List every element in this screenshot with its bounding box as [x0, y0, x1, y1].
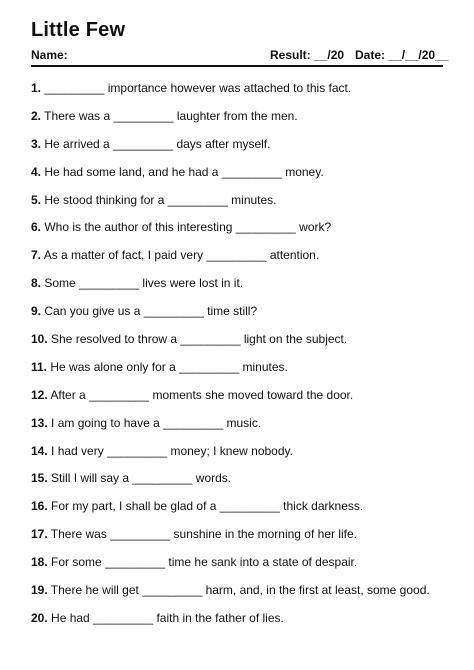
date-field: [355, 48, 448, 62]
question-number: 2.: [31, 108, 42, 123]
question-text: There he will get _________ harm, and, in the first at least, some good.: [47, 583, 430, 598]
header-divider: [31, 65, 443, 67]
question-text: _________ importance however was attached to this fact.: [41, 81, 352, 95]
question-item: [31, 583, 451, 611]
question-number: 5.: [31, 192, 42, 207]
date-value: __/__/20__: [388, 48, 449, 62]
question-item: [31, 332, 451, 360]
question-number: 14.: [31, 443, 48, 458]
worksheet-header-fields: [31, 48, 449, 64]
question-item: [31, 499, 451, 527]
question-text: He had some land, and he had a _________ money.: [41, 164, 324, 179]
question-text: For my part, I shall be glad of a _________ thick darkness.: [47, 499, 364, 514]
question-number: 18.: [31, 555, 48, 570]
question-item: [31, 471, 451, 499]
question-text: For some _________ time he sank into a state of despair.: [47, 555, 358, 570]
question-item: [31, 248, 451, 276]
question-number: 9.: [31, 304, 42, 319]
question-number: 19.: [31, 583, 48, 598]
question-number: 12.: [31, 387, 48, 402]
question-list: [31, 81, 451, 639]
question-text: Some _________ lives were lost in it.: [41, 276, 244, 291]
question-item: [31, 416, 451, 444]
question-item: [31, 137, 451, 165]
question-text: After a _________ moments she moved toward the door.: [47, 387, 354, 402]
question-text: I had very _________ money; I knew nobody.: [47, 443, 293, 458]
question-number: 13.: [31, 415, 48, 430]
question-text: Can you give us a _________ time still?: [41, 304, 258, 319]
question-item: [31, 527, 451, 555]
question-text: He arrived a _________ days after myself.: [41, 136, 271, 151]
question-item: [31, 555, 451, 583]
name-label: Name:: [31, 48, 68, 62]
question-item: [31, 388, 451, 416]
question-number: 1.: [31, 81, 42, 95]
question-item: [31, 276, 451, 304]
question-number: 6.: [31, 220, 42, 235]
question-number: 8.: [31, 276, 42, 291]
question-text: He had _________ faith in the father of lies.: [47, 610, 284, 625]
question-text: There was _________ sunshine in the morning of her life.: [47, 527, 357, 542]
worksheet-title: Little Few: [31, 19, 126, 41]
question-number: 11.: [31, 359, 48, 374]
result-field: [270, 48, 344, 62]
question-item: [31, 304, 451, 332]
question-text: As a matter of fact, I paid very _________ attention.: [41, 248, 320, 263]
question-item: [31, 444, 451, 472]
question-number: 16.: [31, 499, 48, 514]
question-number: 3.: [31, 136, 42, 151]
question-item: [31, 220, 451, 248]
question-item: [31, 109, 451, 137]
question-item: [31, 611, 451, 639]
date-label: Date:: [355, 48, 386, 62]
question-item: [31, 193, 451, 221]
result-value: __/20: [314, 48, 345, 62]
question-text: He stood thinking for a _________ minutes.: [41, 192, 277, 207]
question-number: 7.: [31, 248, 42, 263]
question-item: [31, 165, 451, 193]
question-text: Still I will say a _________ words.: [47, 471, 232, 486]
question-text: She resolved to throw a _________ light on the subject.: [47, 332, 348, 347]
question-number: 10.: [31, 332, 48, 347]
question-text: Who is the author of this interesting _________ work?: [41, 220, 332, 235]
question-text: He was alone only for a _________ minutes.: [47, 359, 288, 374]
question-number: 17.: [31, 527, 48, 542]
question-number: 4.: [31, 164, 42, 179]
question-item: [31, 81, 451, 109]
question-number: 15.: [31, 471, 48, 486]
question-item: [31, 360, 451, 388]
result-label: Result:: [270, 48, 311, 62]
question-number: 20.: [31, 610, 48, 625]
question-text: I am going to have a _________ music.: [47, 415, 262, 430]
question-text: There was a _________ laughter from the men.: [41, 108, 298, 123]
